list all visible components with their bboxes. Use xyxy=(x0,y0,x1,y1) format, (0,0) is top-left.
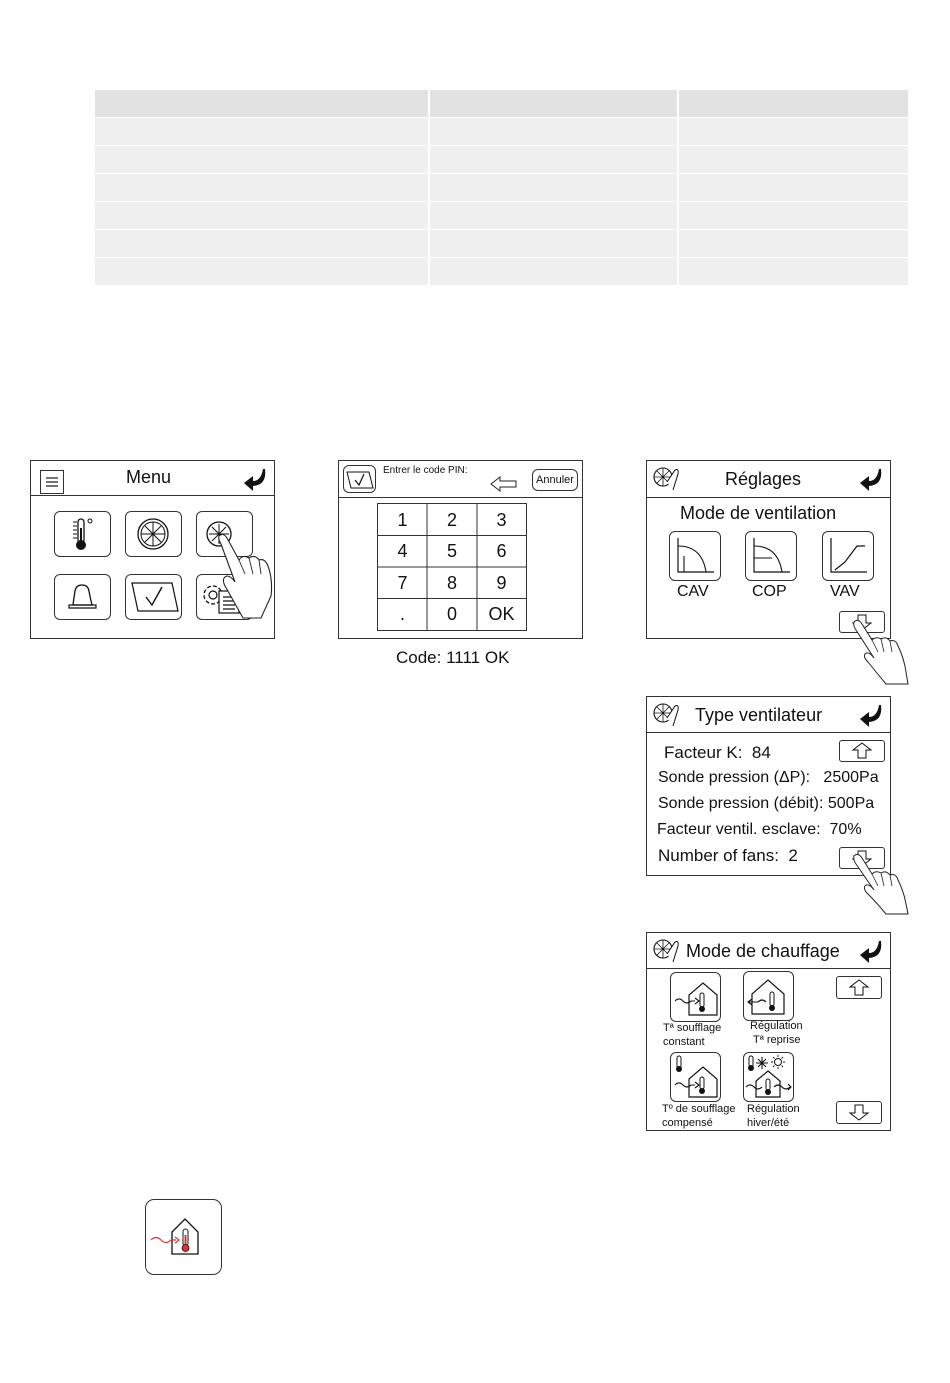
compensated-house-icon xyxy=(671,1053,720,1101)
key-ok[interactable]: OK xyxy=(488,604,515,624)
key-7[interactable]: 7 xyxy=(397,572,408,593)
compensated-label-1: Tº de soufflage xyxy=(662,1103,736,1115)
arrow-down-icon xyxy=(837,1102,881,1123)
cav-button[interactable] xyxy=(669,531,721,581)
key-4[interactable]: 4 xyxy=(397,541,408,561)
table-cell xyxy=(679,230,908,257)
table-row xyxy=(95,258,908,285)
pointing-hand-icon xyxy=(213,530,278,620)
heating-mode-screen xyxy=(646,932,891,1131)
fan-button[interactable] xyxy=(125,511,182,557)
table-cell xyxy=(430,174,679,201)
table-header xyxy=(95,90,908,117)
settings-screen xyxy=(646,460,891,639)
bell-icon xyxy=(55,575,110,619)
cav-label: CAV xyxy=(677,583,709,600)
table-cell xyxy=(679,258,908,285)
fan-type-screen xyxy=(646,696,891,876)
scroll-up-button[interactable] xyxy=(839,740,885,762)
table-cell xyxy=(95,118,430,145)
table-cell xyxy=(679,174,908,201)
key-dot[interactable]: . xyxy=(399,604,405,624)
checklist-icon-button[interactable] xyxy=(343,465,376,493)
pin-prompt: Entrer le code PIN: xyxy=(383,465,468,476)
key-9[interactable]: 9 xyxy=(496,572,507,593)
table-row xyxy=(95,118,908,145)
back-arrow-icon[interactable] xyxy=(241,467,269,493)
back-arrow-icon[interactable] xyxy=(857,703,885,729)
table-row xyxy=(95,174,908,201)
spec-table xyxy=(95,90,908,286)
constant-supply-temp-large-icon xyxy=(145,1199,222,1275)
vav-curve-icon xyxy=(823,532,873,580)
scroll-up-button[interactable] xyxy=(836,976,882,999)
fan-hand-icon xyxy=(651,464,683,494)
pointing-hand-icon xyxy=(850,618,910,686)
winter-summer-label-1: Régulation xyxy=(747,1103,800,1115)
fans-count-line: Number of fans: 2 xyxy=(658,846,798,865)
table-cell xyxy=(95,174,430,201)
heating-mode-title: Mode de chauffage xyxy=(686,941,840,961)
checklist-button[interactable] xyxy=(125,574,182,620)
fan-type-title: Type ventilateur xyxy=(695,705,823,725)
table-cell xyxy=(95,230,430,257)
thermometer-button[interactable] xyxy=(54,511,111,557)
scroll-down-button[interactable] xyxy=(836,1101,882,1124)
table-cell xyxy=(679,146,908,173)
constant-supply-label-1: Tª soufflage xyxy=(663,1022,722,1034)
key-6[interactable]: 6 xyxy=(496,541,507,561)
hamburger-menu-icon[interactable] xyxy=(40,470,64,494)
pin-keypad xyxy=(377,503,527,631)
cop-button[interactable] xyxy=(745,531,797,581)
back-arrow-icon[interactable] xyxy=(857,939,885,965)
table-header-cell xyxy=(95,90,430,117)
return-temp-label-2: Tª reprise xyxy=(753,1034,801,1046)
fan-hand-icon xyxy=(651,936,683,966)
compensated-label-2: compensé xyxy=(662,1117,713,1129)
settings-subtitle: Mode de ventilation xyxy=(680,503,837,523)
pin-screen xyxy=(338,460,583,639)
menu-title: Menu xyxy=(126,467,172,487)
house-thermometer-icon xyxy=(671,973,720,1021)
key-0[interactable]: 0 xyxy=(446,604,457,624)
pointing-hand-icon xyxy=(850,852,910,916)
cop-label: COP xyxy=(752,583,787,600)
cop-curve-icon xyxy=(746,532,796,580)
settings-title: Réglages xyxy=(725,469,802,489)
table-cell xyxy=(679,202,908,229)
k-factor-line: Facteur K: 84 xyxy=(664,743,771,762)
arrow-up-icon xyxy=(837,977,881,998)
arrow-up-icon xyxy=(840,741,884,761)
table-row xyxy=(95,230,908,257)
key-8[interactable]: 8 xyxy=(446,572,457,593)
key-1[interactable]: 1 xyxy=(397,509,408,530)
constant-supply-label-2: constant xyxy=(663,1036,705,1048)
compensated-supply-temp-button[interactable] xyxy=(670,1052,721,1102)
table-row xyxy=(95,202,908,229)
return-temp-label-1: Régulation xyxy=(750,1020,803,1032)
cav-curve-icon xyxy=(670,532,720,580)
fan-icon xyxy=(126,512,181,556)
checklist-icon xyxy=(344,466,375,492)
return-temp-regulation-button[interactable] xyxy=(743,971,794,1021)
winter-summer-regulation-button[interactable] xyxy=(743,1052,794,1102)
pressure-probe-line: Sonde pression (ΔP): 2500Pa xyxy=(658,769,879,786)
table-row xyxy=(95,146,908,173)
backspace-arrow-icon[interactable] xyxy=(489,475,519,493)
back-arrow-icon[interactable] xyxy=(857,467,885,493)
slave-factor-line: Facteur ventil. esclave: 70% xyxy=(657,821,862,838)
table-cell xyxy=(430,258,679,285)
winter-summer-icon xyxy=(744,1053,793,1101)
checklist-icon xyxy=(126,575,181,619)
table-cell xyxy=(95,258,430,285)
table-cell xyxy=(430,230,679,257)
table-cell xyxy=(679,118,908,145)
key-3[interactable]: 3 xyxy=(496,509,507,530)
table-cell xyxy=(95,146,430,173)
table-cell xyxy=(95,202,430,229)
table-header-cell xyxy=(430,90,679,117)
table-cell xyxy=(430,202,679,229)
table-cell xyxy=(430,118,679,145)
alarm-button[interactable] xyxy=(54,574,111,620)
table-header-cell xyxy=(679,90,908,117)
house-return-icon xyxy=(744,972,793,1020)
table-cell xyxy=(430,146,679,173)
pin-caption: Code: 1111 OK xyxy=(396,648,510,667)
vav-label: VAV xyxy=(830,583,860,600)
winter-summer-label-2: hiver/été xyxy=(747,1117,790,1129)
thermometer-icon xyxy=(55,512,110,556)
cancel-button[interactable] xyxy=(532,469,578,491)
constant-supply-temp-button[interactable] xyxy=(670,972,721,1022)
key-2[interactable]: 2 xyxy=(446,509,457,530)
flow-probe-line: Sonde pression (débit): 500Pa xyxy=(658,795,875,812)
cancel-label: Annuler xyxy=(536,474,574,486)
fan-hand-icon xyxy=(651,700,683,730)
key-5[interactable]: 5 xyxy=(446,541,457,561)
vav-button[interactable] xyxy=(822,531,874,581)
